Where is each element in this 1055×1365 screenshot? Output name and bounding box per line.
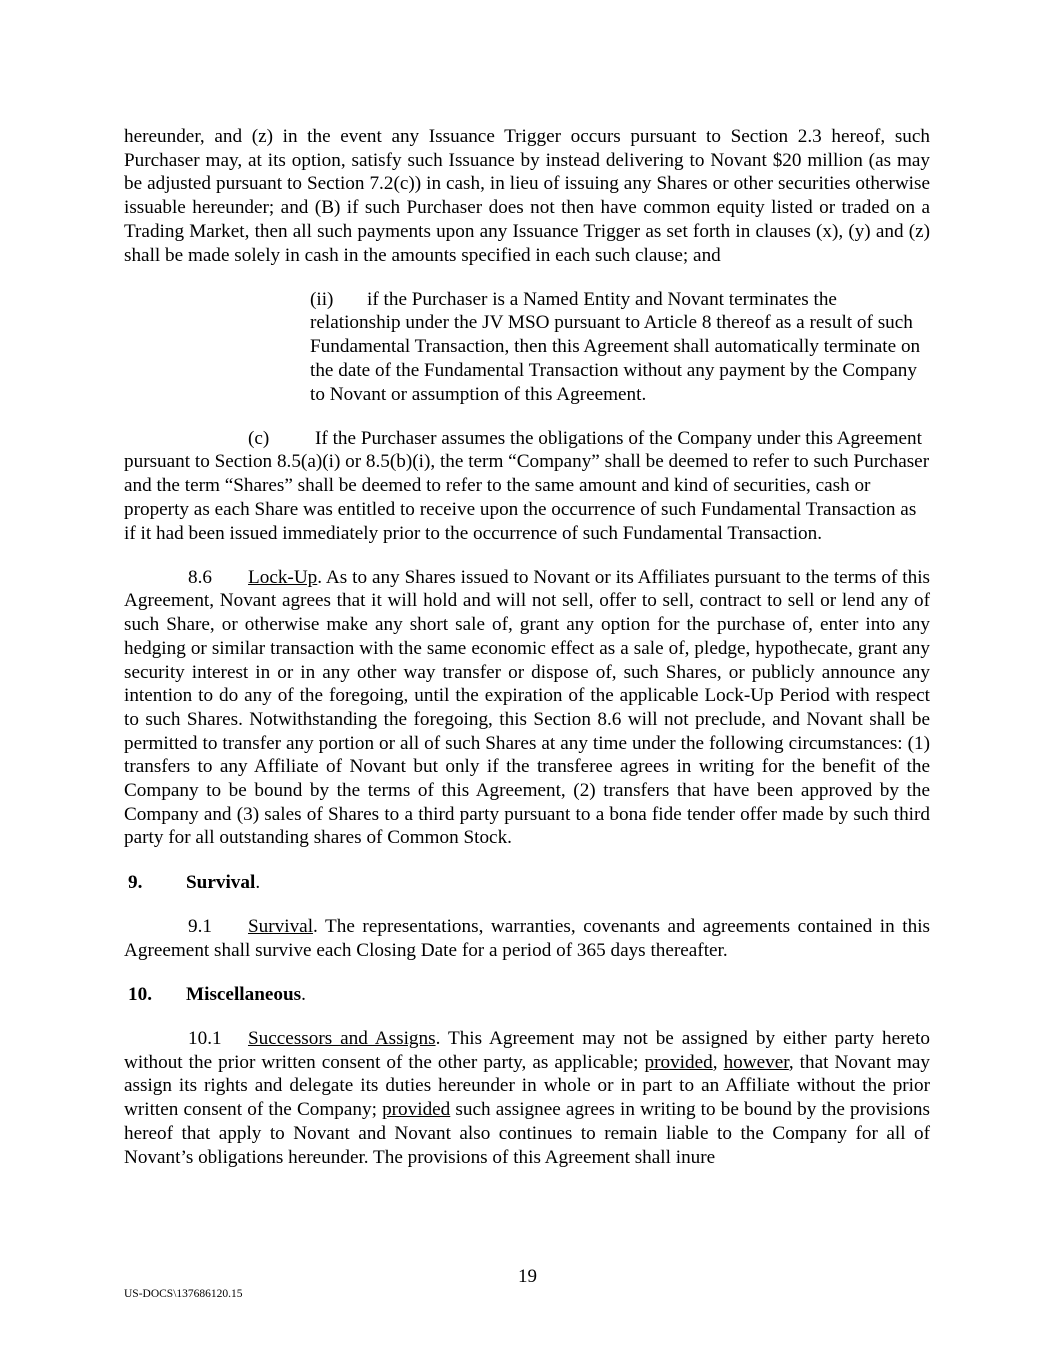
clause-ii-text: if the Purchaser is a Named Entity and Novant terminates the relationship under the JV MSO pursuant to Article 8 thereof as a result of such Fundamental Transaction, then this Agreement shall automatically terminate on the date of the Fundamental Transaction without any payment by the Company to Novant or assumption of this Agreement. — [310, 288, 921, 405]
section-10-1-provided: provided — [644, 1051, 713, 1073]
section-9-1 — [124, 915, 930, 962]
section-8-6-title: Lock-Up — [248, 566, 318, 588]
heading-10-period: . — [301, 983, 306, 1005]
document-body — [124, 125, 930, 1169]
heading-10-title: Miscellaneous — [186, 983, 302, 1005]
section-8-6 — [124, 566, 930, 850]
section-9-1-text: . The representations, warranties, covenants and agreements contained in this Agreement shall survive each Closing Date for a period of 365 days thereafter. — [124, 915, 930, 961]
heading-9-period: . — [255, 871, 261, 893]
section-10-1-number: 10.1 — [188, 1028, 222, 1049]
section-9-1-number: 9.1 — [188, 915, 212, 937]
section-10-1-comma: , — [712, 1051, 724, 1073]
section-10-1-text-c: such assignee agrees in writing to be bound by the provisions hereof that apply to Novant and Novant also continues to remain liable to the Company for all of Novant’s obligations hereunder. The provisions of this Agreement shall inure — [124, 1099, 930, 1168]
section-10-1 — [124, 1027, 930, 1169]
heading-10-number: 10. — [128, 983, 152, 1005]
section-10-1-title: Successors and Assigns — [248, 1028, 436, 1049]
section-10-1-provided-2: provided — [382, 1099, 451, 1121]
section-9-1-title: Survival — [248, 915, 314, 937]
heading-9 — [124, 871, 930, 895]
heading-10 — [124, 983, 930, 1007]
section-10-1-text-b: , that Novant may assign its rights and delegate its duties hereunder in whole or in part to an Affiliate without the prior written consent of the Company; — [124, 1051, 931, 1121]
section-8-6-text: . As to any Shares issued to Novant or its Affiliates pursuant to the terms of this Agreement, Novant agrees that it will hold and will not sell, offer to sell, contract to sell or lend any of such Share, or otherwise make any short sale of, grant any option for the purchase of, enter into any hedging or similar transaction with the same economic effect as a sale of, pledge, hypothecate, grant any security interest in or in any other way transfer or dispose of, such Shares, or publicly announce any intention to do any of the foregoing, until the expiration of the applicable Lock-Up Period with respect to such Shares. Notwithstanding the foregoing, this Section 8.6 will not preclude, and Novant shall be permitted to transfer any portion or all of such Shares at any time under the following circumstances: (1) transfers to any Affiliate of Novant but only if the transferee agrees in writing for the benefit of the Company to be bound by the terms of this Agreement, (2) transfers that have been approved by the Company and (3) sales of Shares to a third party pursuant to a bona fide tender offer made by such third party for all outstanding shares of Common Stock. — [124, 566, 930, 849]
section-10-1-however: however — [723, 1051, 789, 1073]
clause-ii-number: (ii) — [310, 288, 334, 310]
heading-9-number: 9. — [128, 871, 143, 893]
clause-ii-first-line — [124, 288, 930, 407]
paragraph-continuation: hereunder, and (z) in the event any Issuance Trigger occurs pursuant to Section 2.3 hereof, such Purchaser may, at its option, satisfy such Issuance by instead delivering to Novant $20 million (as may be adjusted pursuant to Section 7.2(c)) in cash, in lieu of issuing any Shares or other securities otherwise issuable hereunder; and (B) if such Purchaser does not then have common equity listed or traded on a Trading Market, then all such payments upon any Issuance Trigger as set forth in clauses (x), (y) and (z) shall be made solely in cash in the amounts specified in each such clause; and — [124, 126, 930, 266]
page-number: 19 — [518, 1266, 537, 1287]
document-id: US-DOCS\137686120.15 — [124, 1288, 243, 1300]
clause-c-number: (c) — [248, 427, 270, 449]
heading-9-title: Survival — [186, 871, 256, 893]
clause-c-text: If the Purchaser assumes the obligations of the Company under this Agreement pursuant to Section 8.5(a)(i) or 8.5(b)(i), the term “Company” shall be deemed to refer to such Purchaser and the term “Shares” shall be deemed to refer to the same amount and kind of securities, cash or property as each Share was entitled to receive upon the occurrence of such Fundamental Transaction as if it had been issued immediately prior to the occurrence of such Fundamental Transaction. — [124, 427, 930, 544]
clause-c — [124, 427, 930, 546]
section-10-1-text-a: . This Agreement may not be assigned by either party hereto without the prior written consent of the other party, as applicable; — [124, 1028, 930, 1073]
section-8-6-number: 8.6 — [188, 566, 212, 588]
